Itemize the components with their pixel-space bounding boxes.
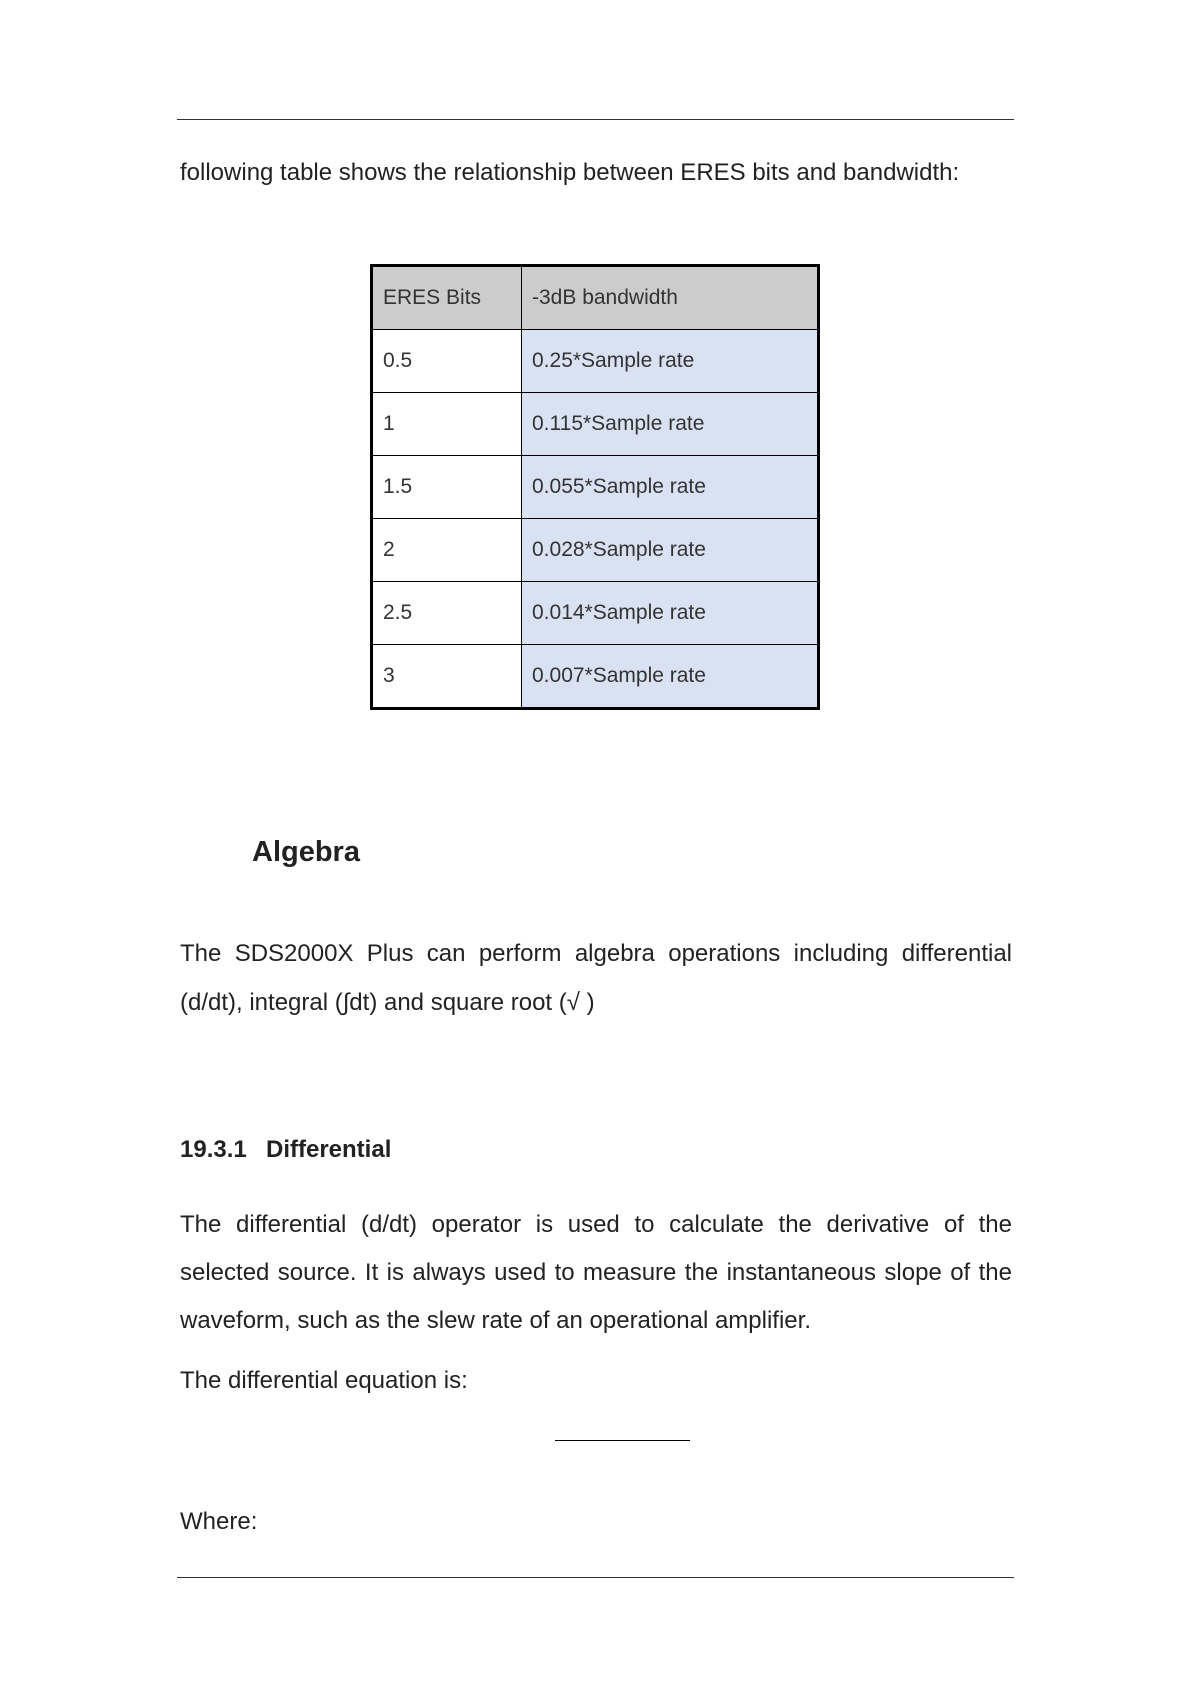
table-row bbox=[372, 393, 819, 456]
intro-text: following table shows the relationship between ERES bits and bandwidth: bbox=[180, 159, 960, 186]
cell-bits: 2 bbox=[372, 519, 522, 582]
table-header-row bbox=[372, 266, 819, 330]
differential-heading bbox=[180, 1134, 391, 1166]
table-row bbox=[372, 456, 819, 519]
section-title: Differential bbox=[266, 1136, 392, 1163]
cell-bandwidth: 0.25*Sample rate bbox=[522, 330, 819, 393]
cell-bandwidth: 0.014*Sample rate bbox=[522, 582, 819, 645]
header-bandwidth: -3dB bandwidth bbox=[522, 266, 819, 330]
header-eres-bits: ERES Bits bbox=[372, 266, 522, 330]
algebra-paragraph-line-1: The SDS2000X Plus can perform algebra operations including differential bbox=[180, 940, 1012, 967]
table-row bbox=[372, 519, 819, 582]
cell-bandwidth: 0.115*Sample rate bbox=[522, 393, 819, 456]
header-rule bbox=[177, 119, 1014, 120]
section-number: 19.3.1 bbox=[180, 1136, 247, 1163]
cell-bits: 1 bbox=[372, 393, 522, 456]
algebra-heading: Algebra bbox=[252, 836, 360, 868]
cell-bits: 0.5 bbox=[372, 330, 522, 393]
cell-bandwidth: 0.028*Sample rate bbox=[522, 519, 819, 582]
equation-intro: The differential equation is: bbox=[180, 1367, 468, 1394]
differential-paragraph-line-1: The differential (d/dt) operator is used to calculate the derivative of the bbox=[180, 1211, 1012, 1238]
table-row bbox=[372, 582, 819, 645]
cell-bandwidth: 0.007*Sample rate bbox=[522, 645, 819, 709]
table-row bbox=[372, 645, 819, 709]
algebra-paragraph-line-2: (d/dt), integral (∫dt) and square root (√ ) bbox=[180, 989, 595, 1016]
cell-bits: 1.5 bbox=[372, 456, 522, 519]
cell-bits: 2.5 bbox=[372, 582, 522, 645]
where-label: Where: bbox=[180, 1508, 258, 1535]
cell-bandwidth: 0.055*Sample rate bbox=[522, 456, 819, 519]
eres-bandwidth-table bbox=[370, 264, 820, 710]
cell-bits: 3 bbox=[372, 645, 522, 709]
differential-paragraph-line-2: selected source. It is always used to measure the instantaneous slope of the bbox=[180, 1259, 1012, 1286]
equation-fraction-bar bbox=[555, 1440, 690, 1441]
footer-rule bbox=[177, 1577, 1014, 1578]
table-row bbox=[372, 330, 819, 393]
differential-paragraph-line-3: waveform, such as the slew rate of an operational amplifier. bbox=[180, 1307, 811, 1334]
